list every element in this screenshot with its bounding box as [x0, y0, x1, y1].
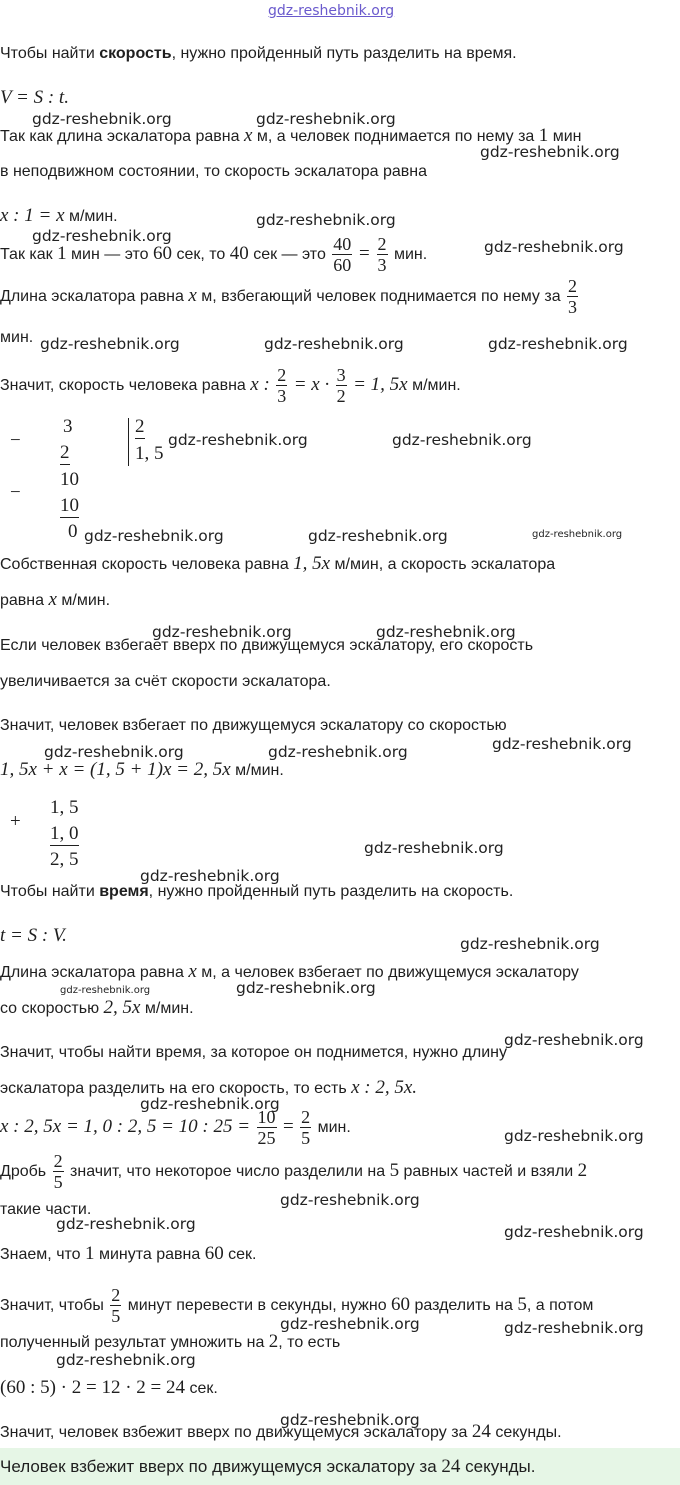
paragraph-fraction-meaning-cont: такие части.	[0, 1201, 92, 1218]
fraction-3-2: $\frac{3}{2}$	[336, 365, 346, 407]
fraction-2-5: $\frac{2}{5}$	[301, 1107, 311, 1149]
paragraph-time-rule: Чтобы найти время, нужно пройденный путь разделить на скорость.	[0, 883, 514, 900]
watermark: gdz-reshebnik.org	[256, 211, 396, 229]
watermark: gdz-reshebnik.org	[32, 110, 172, 128]
watermark: gdz-reshebnik.org	[56, 1351, 196, 1369]
watermark: gdz-reshebnik.org	[168, 431, 308, 449]
fraction-10-25: $\frac{10}{25}$	[257, 1107, 276, 1149]
watermark: gdz-reshebnik.org	[532, 529, 623, 540]
paragraph-convert-minutes: Значит, чтобы $\frac{2}{5}$ минут перевести в секунды, нужно 60 разделить на 5, а потом	[0, 1285, 594, 1327]
paragraph-speed-increase-cont: увеличивается за счёт скорости эскалатора.	[0, 673, 331, 690]
watermark: gdz-reshebnik.org	[44, 743, 184, 761]
formula-total-speed: 1, 5x + x = (1, 5 + 1)x = 2, 5x м/мин.	[0, 759, 284, 780]
paragraph-speed-rule: Чтобы найти скорость, нужно пройденный путь разделить на время.	[0, 45, 517, 62]
formula-escalator-speed: x : 1 = x м/мин.	[0, 205, 118, 226]
watermark: gdz-reshebnik.org	[84, 527, 224, 545]
watermark: gdz-reshebnik.org	[504, 1031, 644, 1049]
formula-person-speed: Значит, скорость человека равна x : $\frac{2}{3}$ = x · $\frac{3}{2}$ = 1, 5x м/мин.	[0, 365, 461, 407]
watermark: gdz-reshebnik.org	[280, 1411, 420, 1429]
paragraph-convert-minutes-cont: полученный результат умножить на 2, то есть	[0, 1331, 341, 1352]
paragraph-time-conversion: Так как 1 мин — это 60 сек, то 40 сек — это $\frac{40}{60}$ = $\frac{2}{3}$ мин.	[0, 234, 428, 276]
paragraph-fraction-meaning: Дробь $\frac{2}{5}$ значит, что некоторое число разделили на 5 равных частей и взяли 2	[0, 1151, 588, 1193]
watermark: gdz-reshebnik.org	[504, 1319, 644, 1337]
paragraph-own-speed: Собственная скорость человека равна 1, 5x м/мин, а скорость эскалатора	[0, 553, 556, 574]
watermark: gdz-reshebnik.org	[376, 623, 516, 641]
paragraph-find-time-cont: эскалатора разделить на его скорость, то есть x : 2, 5x.	[0, 1077, 418, 1098]
answer-text: Человек взбежит вверх по движущемуся эскалатору за 24 секунды.	[0, 1456, 536, 1477]
paragraph-escalator-length-cont: в неподвижном состоянии, то скорость эскалатора равна	[0, 163, 428, 180]
paragraph-speed-increase: Если человек взбегает вверх по движущемуся эскалатору, его скорость	[0, 637, 534, 654]
formula-seconds: (60 : 5) · 2 = 12 · 2 = 24 сек.	[0, 1377, 218, 1398]
watermark: gdz-reshebnik.org	[480, 143, 620, 161]
formula-time-result: x : 2, 5x = 1, 0 : 2, 5 = 10 : 25 = $\frac{10}{25}$ = $\frac{2}{5}$ мин.	[0, 1107, 351, 1149]
site-header-link[interactable]: gdz-reshebnik.org	[268, 3, 395, 19]
paragraph-find-time: Значит, чтобы найти время, за которое он поднимется, нужно длину	[0, 1044, 507, 1061]
watermark: gdz-reshebnik.org	[264, 335, 404, 353]
paragraph-total-speed: Значит, человек взбегает по движущемуся эскалатору со скоростью	[0, 717, 507, 734]
fraction-2-3: $\frac{2}{3}$	[277, 365, 287, 407]
watermark: gdz-reshebnik.org	[236, 979, 376, 997]
watermark: gdz-reshebnik.org	[268, 743, 408, 761]
watermark: gdz-reshebnik.org	[152, 623, 292, 641]
watermark: gdz-reshebnik.org	[32, 227, 172, 245]
fraction-2-3: $\frac{2}{3}$	[568, 276, 578, 318]
watermark: gdz-reshebnik.org	[60, 985, 151, 996]
watermark: gdz-reshebnik.org	[504, 1223, 644, 1241]
paragraph-minute-seconds: Знаем, что 1 минута равна 60 сек.	[0, 1243, 257, 1264]
fraction-2-3: $\frac{2}{3}$	[377, 234, 387, 276]
formula-speed: V = S : t.	[0, 87, 69, 108]
watermark: gdz-reshebnik.org	[140, 1095, 280, 1113]
paragraph-person-run-cont: мин.	[0, 329, 34, 346]
watermark: gdz-reshebnik.org	[392, 431, 532, 449]
paragraph-person-run: Длина эскалатора равна x м, взбегающий человек поднимается по нему за $\frac{2}{3}$	[0, 276, 578, 318]
paragraph-conclusion: Значит, человек взбежит вверх по движущемуся эскалатору за 24 секунды.	[0, 1421, 562, 1442]
paragraph-run-length: Длина эскалатора равна x м, а человек взбегает по движущемуся эскалатору	[0, 961, 579, 982]
formula-time: t = S : V.	[0, 925, 67, 946]
watermark: gdz-reshebnik.org	[280, 1315, 420, 1333]
watermark: gdz-reshebnik.org	[492, 735, 632, 753]
answer-box	[0, 1448, 680, 1485]
watermark: gdz-reshebnik.org	[280, 1191, 420, 1209]
paragraph-escalator-length: Так как длина эскалатора равна x м, а человек поднимается по нему за 1 мин	[0, 125, 582, 146]
watermark: gdz-reshebnik.org	[56, 1215, 196, 1233]
fraction-40-60: $\frac{40}{60}$	[333, 234, 352, 276]
watermark: gdz-reshebnik.org	[460, 935, 600, 953]
paragraph-own-speed-cont: равна x м/мин.	[0, 589, 111, 610]
watermark: gdz-reshebnik.org	[484, 238, 624, 256]
watermark: gdz-reshebnik.org	[504, 1127, 644, 1145]
fraction-2-5: $\frac{2}{5}$	[53, 1151, 63, 1193]
watermark: gdz-reshebnik.org	[40, 335, 180, 353]
paragraph-run-length-cont: со скоростью 2, 5x м/мин.	[0, 997, 194, 1018]
watermark: gdz-reshebnik.org	[140, 867, 280, 885]
watermark: gdz-reshebnik.org	[364, 839, 504, 857]
fraction-2-5: $\frac{2}{5}$	[111, 1285, 121, 1327]
watermark: gdz-reshebnik.org	[256, 110, 396, 128]
watermark: gdz-reshebnik.org	[488, 335, 628, 353]
watermark: gdz-reshebnik.org	[308, 527, 448, 545]
